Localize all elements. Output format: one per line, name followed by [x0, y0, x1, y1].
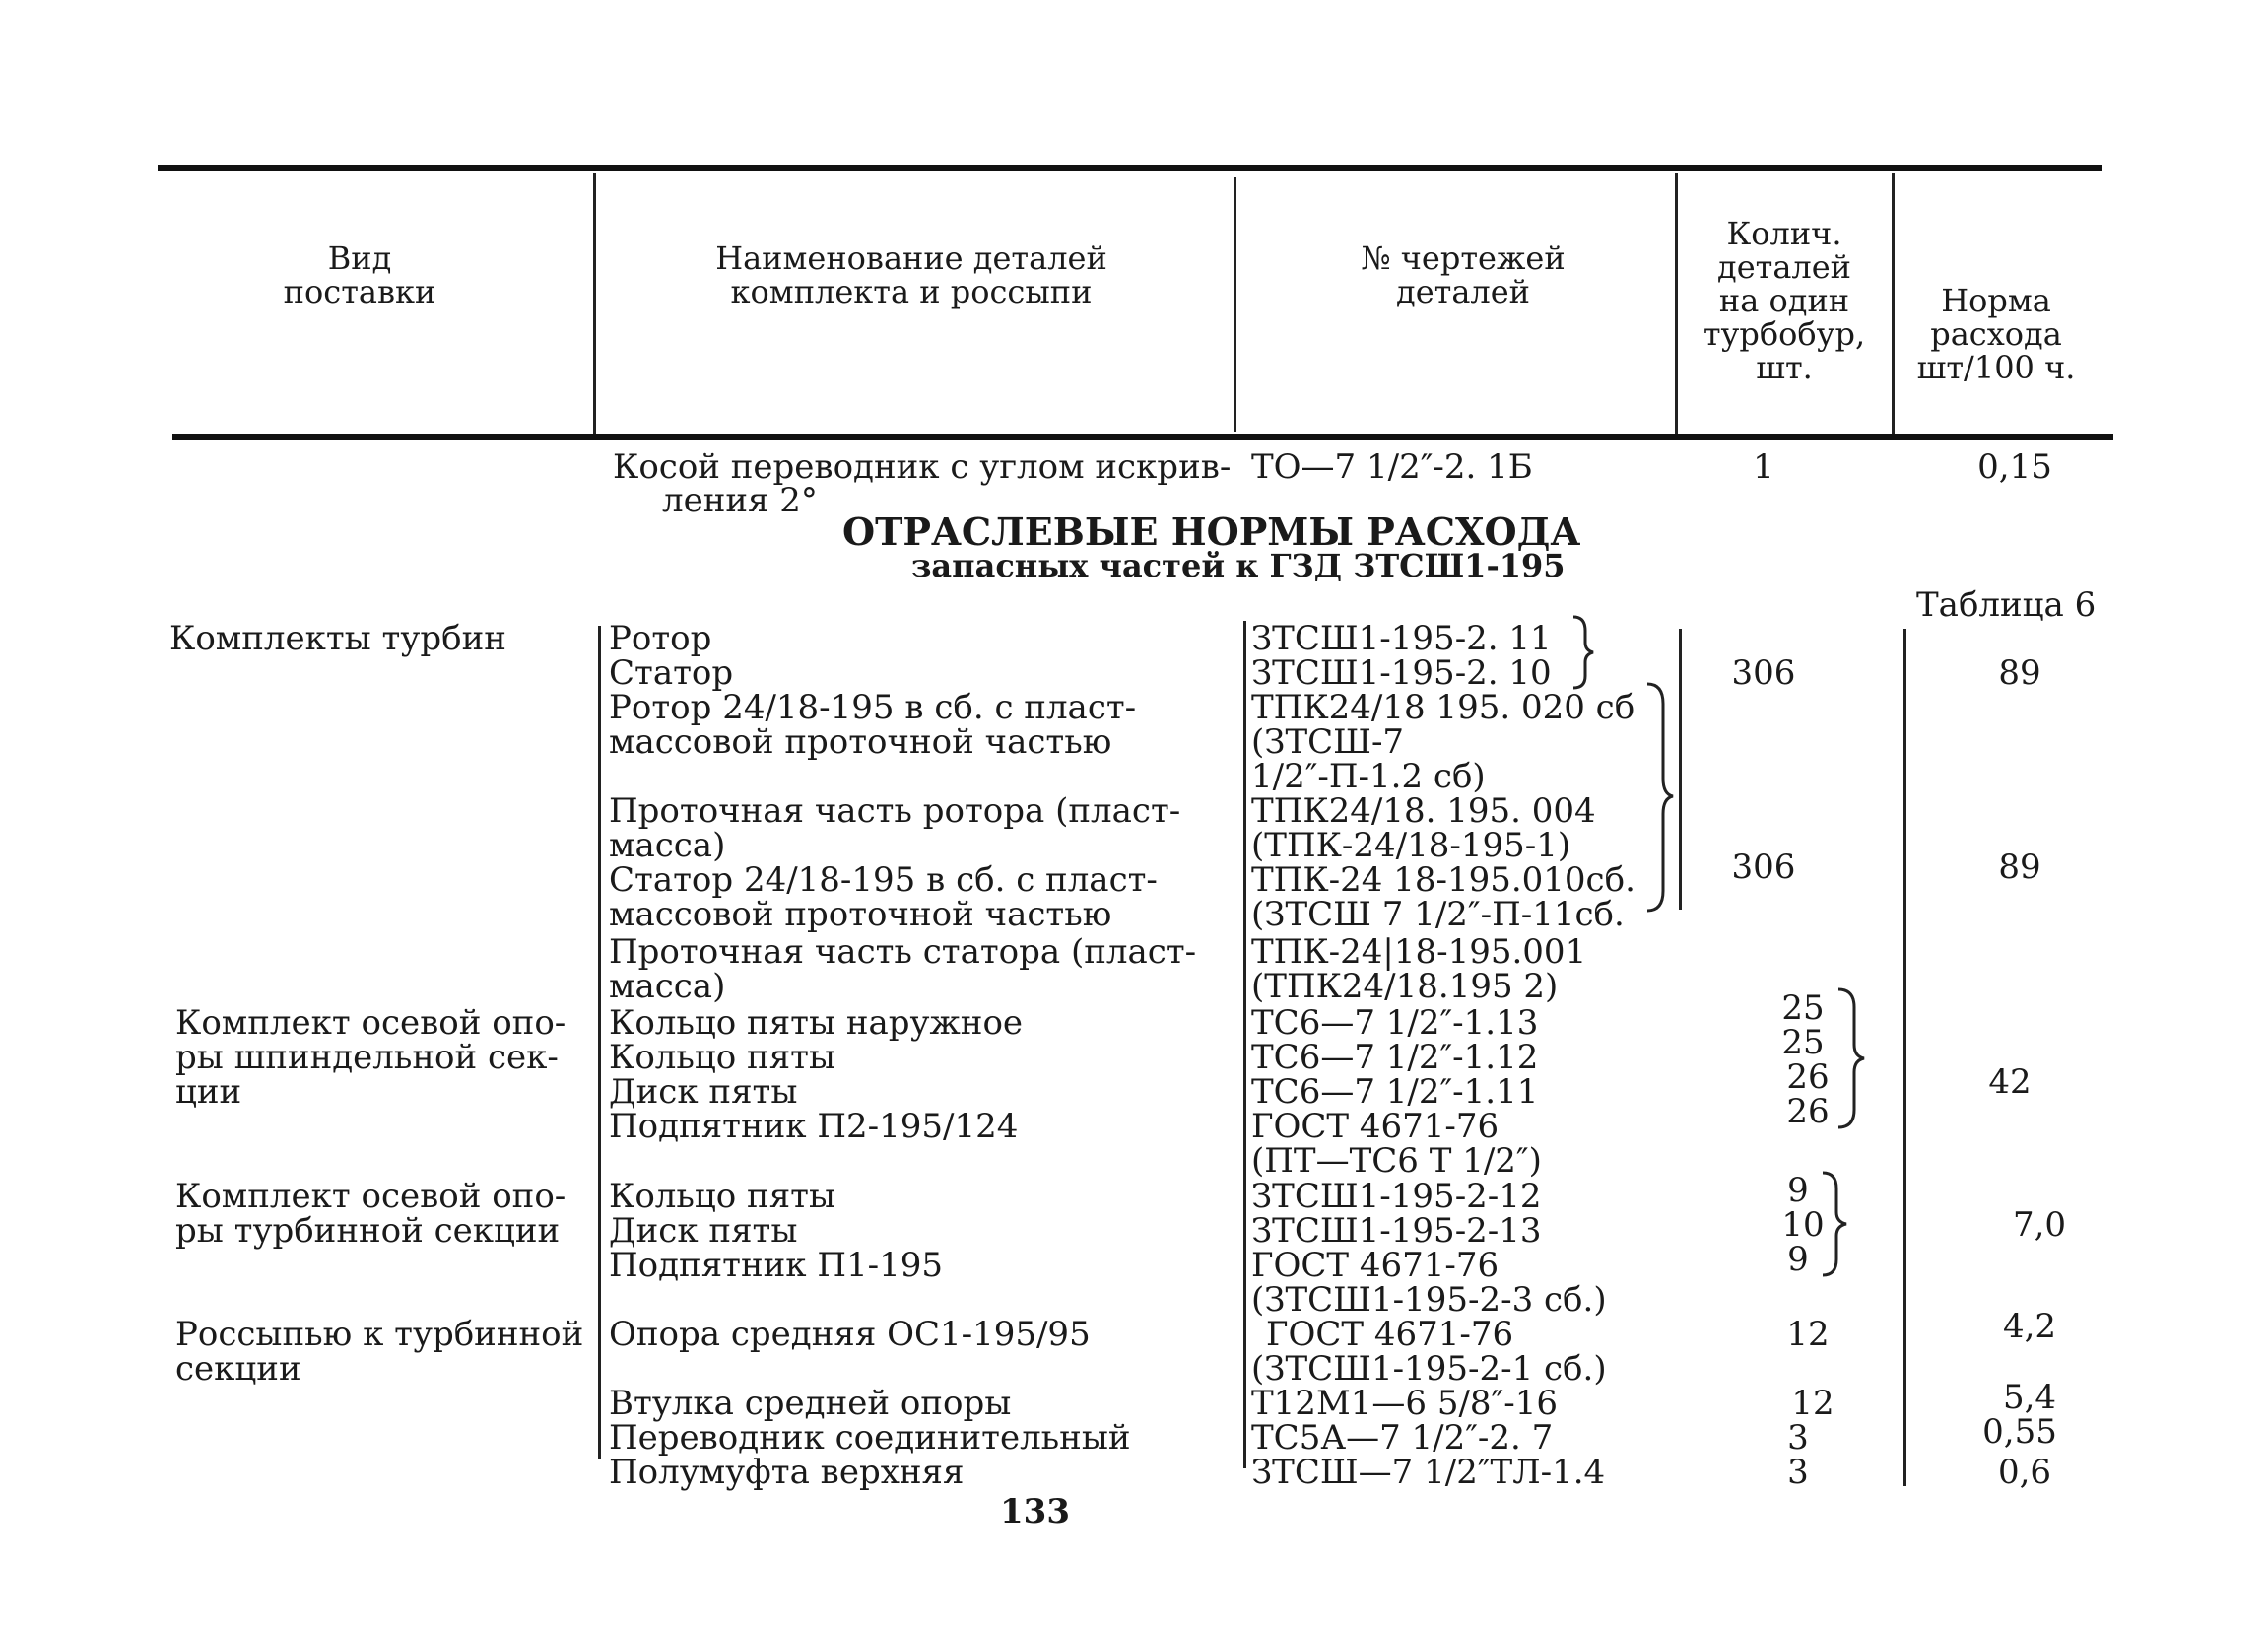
part-name: Ротор 24/18-195 в сб. с пласт- — [609, 688, 1137, 727]
header-bottom-rule — [172, 434, 2113, 440]
norm-value: 0,55 — [1982, 1412, 2057, 1452]
drawing-number: ЗТСШ1-195-2-13 — [1251, 1211, 1542, 1251]
group-spindle-support-line2: ры шпиндельной сек- — [175, 1038, 559, 1077]
drawing-number: ЗТСШ1-195-2. 10 — [1251, 653, 1552, 693]
quantity-value: 9 — [1787, 1171, 1809, 1210]
part-name: Диск пяты — [609, 1211, 798, 1251]
part-name: Проточная часть статора (пласт- — [609, 932, 1197, 972]
part-name: Диск пяты — [609, 1072, 798, 1112]
drawing-number: ГОСТ 4671-76 — [1266, 1315, 1514, 1354]
header-quantity: Колич. деталей на один турбобур, шт. — [1702, 215, 1866, 386]
body-separator-1 — [598, 626, 601, 1459]
drawing-number: ГОСТ 4671-76 — [1251, 1246, 1500, 1285]
header-separator-2 — [1234, 177, 1236, 432]
quantity-value: 26 — [1786, 1057, 1830, 1097]
part-name: массовой проточной частью — [609, 895, 1112, 934]
page-number: 133 — [1000, 1492, 1070, 1531]
part-name: Подпятник П2-195/124 — [609, 1107, 1019, 1146]
drawing-number: ТПК24/18 195. 020 сб — [1251, 688, 1635, 727]
drawing-number: (ЗТСШ-7 — [1251, 722, 1405, 762]
norm-value: 0,6 — [1997, 1453, 2052, 1492]
drawing-number: ЗТСШ1-195-2. 11 — [1251, 619, 1552, 658]
drawing-number: ТПК24/18. 195. 004 — [1251, 791, 1596, 831]
norm-value: 5,4 — [2002, 1378, 2057, 1417]
drawing-number: (ЗТСШ 7 1/2″-П-11сб. — [1251, 895, 1625, 934]
part-name: Статор — [609, 653, 734, 693]
part-name: Опора средняя ОС1-195/95 — [609, 1315, 1091, 1354]
header-separator-3 — [1675, 173, 1678, 434]
drawing-number: ЗТСШ1-195-2-12 — [1251, 1177, 1542, 1216]
drawing-number: Т12М1—6 5/8″-16 — [1251, 1384, 1558, 1423]
top-row-name-line2: ления 2° — [662, 481, 818, 520]
body-separator-2 — [1243, 621, 1246, 1468]
group-loose-parts-line2: секции — [175, 1349, 301, 1389]
part-name: Кольцо пяты — [609, 1038, 836, 1077]
header-separator-1 — [593, 173, 596, 434]
brace-turbine-support — [1819, 1169, 1854, 1281]
part-name: масса) — [609, 967, 726, 1006]
part-name: массовой проточной частью — [609, 722, 1112, 762]
quantity-value: 3 — [1787, 1453, 1809, 1492]
header-drawing-number: № чертежей деталей — [1361, 239, 1566, 310]
group-loose-parts-line1: Россыпью к турбинной — [175, 1315, 584, 1354]
norm-value: 42 — [1988, 1062, 2032, 1102]
group-turbine-sets: Комплекты турбин — [169, 619, 506, 658]
part-name: Подпятник П1-195 — [609, 1246, 944, 1285]
quantity-value: 25 — [1781, 1023, 1825, 1062]
quantity-value: 12 — [1791, 1384, 1834, 1423]
quantity-value: 10 — [1781, 1205, 1825, 1245]
section-subtitle: запасных частей к ГЗД ЗТСШ1-195 — [911, 547, 1566, 584]
norm-value: 7,0 — [2012, 1205, 2067, 1245]
drawing-number: 1/2″-П-1.2 сб) — [1251, 757, 1486, 796]
drawing-number: ТС6—7 1/2″-1.12 — [1251, 1038, 1539, 1077]
table-label: Таблица 6 — [1916, 585, 2097, 625]
part-name: Втулка средней опоры — [609, 1384, 1012, 1423]
drawing-number: ТПК-24|18-195.001 — [1251, 932, 1587, 972]
part-name: Переводник соединительный — [609, 1418, 1131, 1458]
norm-value: 89 — [1998, 848, 2041, 887]
drawing-number: (ТПК24/18.195 2) — [1251, 967, 1559, 1006]
drawing-number: ГОСТ 4671-76 — [1251, 1107, 1500, 1146]
header-supply-type: Вид поставки — [283, 239, 436, 310]
top-row-name-line1: Косой переводник с углом искрив- — [613, 447, 1232, 487]
group-turbine-support-line2: ры турбинной секции — [175, 1211, 561, 1251]
body-separator-4 — [1903, 629, 1906, 1486]
quantity-value: 3 — [1787, 1418, 1809, 1458]
drawing-number: (ТПК-24/18-195-1) — [1251, 826, 1571, 865]
header-part-name: Наименование деталей комплекта и россыпи — [715, 239, 1107, 310]
drawing-number: (ЗТСШ1-195-2-1 сб.) — [1251, 1349, 1607, 1389]
quantity-value: 12 — [1786, 1315, 1830, 1354]
top-row-norm: 0,15 — [1977, 447, 2052, 487]
drawing-number: (ЗТСШ1-195-2-3 сб.) — [1251, 1280, 1607, 1320]
drawing-number: ТС6—7 1/2″-1.13 — [1251, 1003, 1539, 1043]
drawing-number: ТС6—7 1/2″-1.11 — [1251, 1072, 1539, 1112]
part-name: Полумуфта верхняя — [609, 1453, 965, 1492]
group-spindle-support-line3: ции — [175, 1072, 242, 1112]
body-separator-3 — [1679, 629, 1682, 910]
quantity-value: 25 — [1781, 988, 1825, 1028]
drawing-number: ТПК-24 18-195.010сб. — [1251, 860, 1635, 900]
group-turbine-support-line1: Комплект осевой опо- — [175, 1177, 567, 1216]
part-name: Ротор — [609, 619, 712, 658]
part-name: Кольцо пяты наружное — [609, 1003, 1024, 1043]
part-name: масса) — [609, 826, 726, 865]
header-separator-4 — [1892, 173, 1895, 434]
top-row-drawing: ТО—7 1/2″-2. 1Б — [1251, 447, 1533, 487]
drawing-number: (ПТ—ТС6 Т 1/2″) — [1251, 1141, 1542, 1181]
header-top-rule — [158, 165, 2102, 171]
norm-value: 89 — [1998, 653, 2041, 693]
section-title: ОТРАСЛЕВЫЕ НОРМЫ РАСХОДА — [842, 509, 1581, 554]
norm-value: 4,2 — [2002, 1307, 2057, 1346]
part-name: Проточная часть ротора (пласт- — [609, 791, 1181, 831]
quantity-value: 9 — [1787, 1240, 1809, 1279]
quantity-value: 26 — [1786, 1092, 1830, 1131]
drawing-number: ЗТСШ—7 1/2″ТЛ-1.4 — [1251, 1453, 1606, 1492]
brace-turbine-assemblies — [1643, 680, 1679, 916]
header-norm: Норма расхода шт/100 ч. — [1916, 282, 2076, 386]
top-row-quantity: 1 — [1753, 447, 1774, 487]
brace-spindle-support — [1834, 985, 1870, 1133]
drawing-number: ТС5А—7 1/2″-2. 7 — [1251, 1418, 1554, 1458]
quantity-value: 306 — [1731, 653, 1796, 693]
quantity-value: 306 — [1731, 848, 1796, 887]
part-name: Статор 24/18-195 в сб. с пласт- — [609, 860, 1158, 900]
brace-rotor-stator — [1571, 613, 1601, 692]
group-spindle-support-line1: Комплект осевой опо- — [175, 1003, 567, 1043]
part-name: Кольцо пяты — [609, 1177, 836, 1216]
